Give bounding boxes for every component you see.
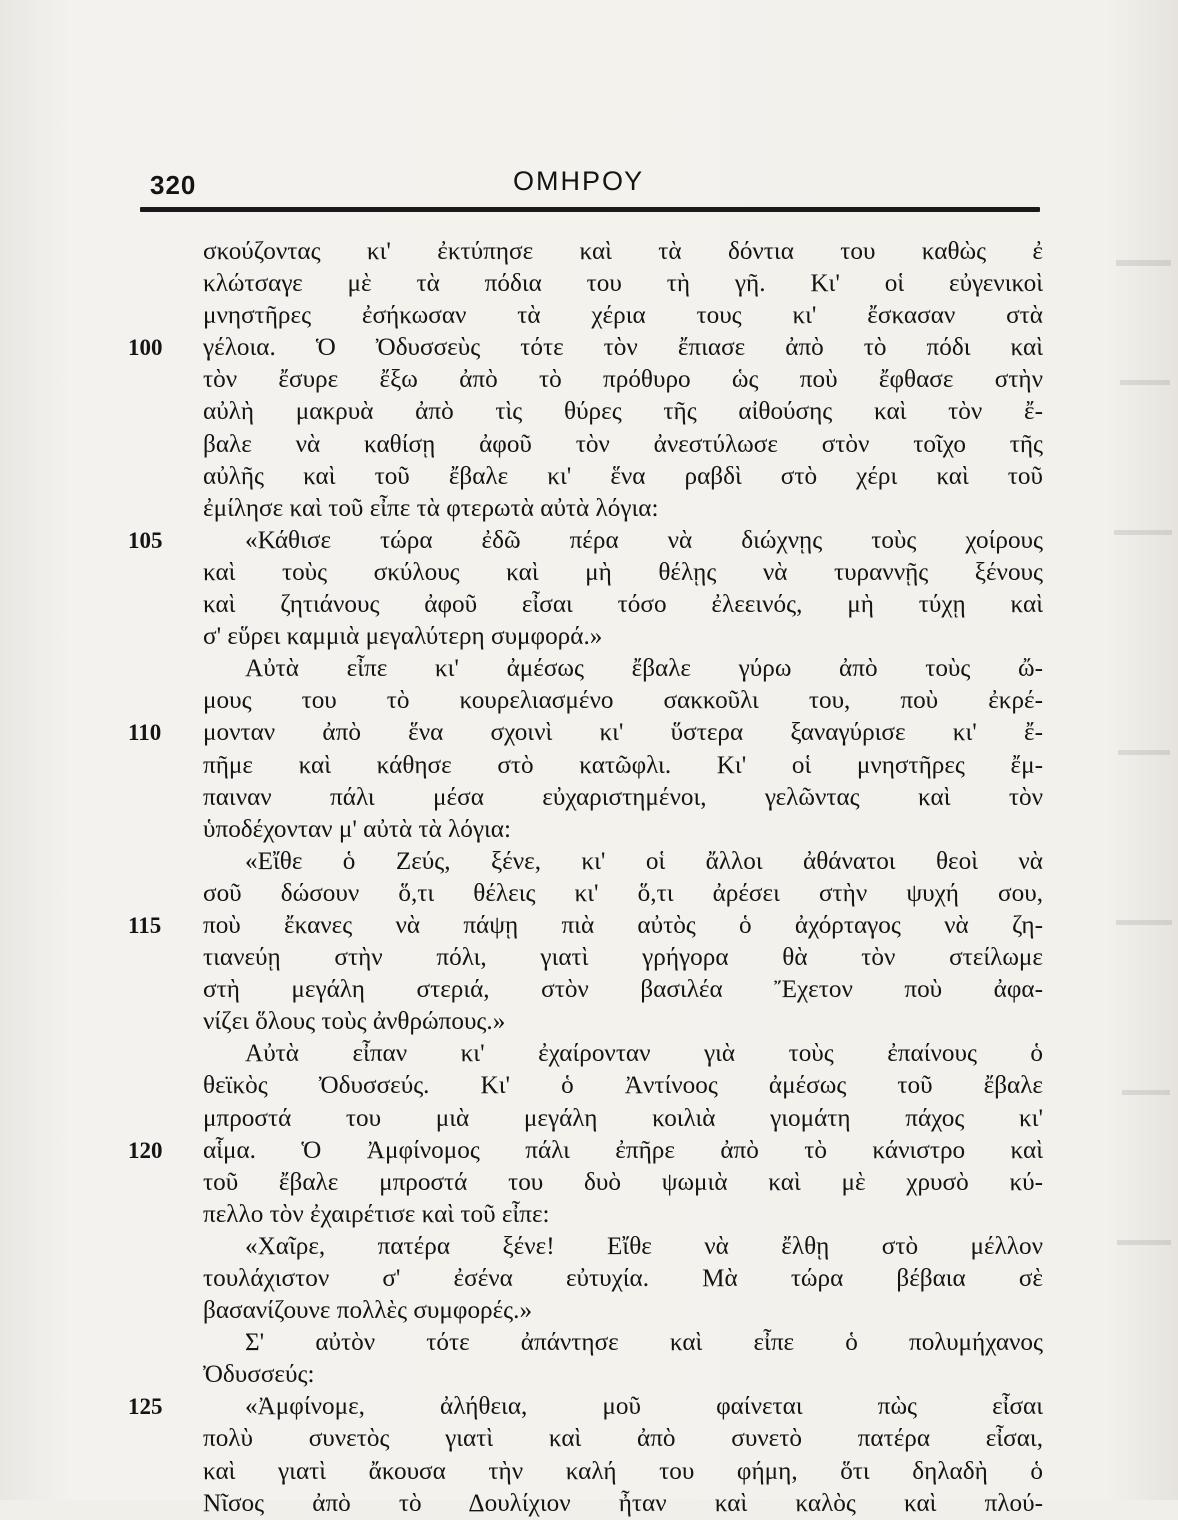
line-text: βασανίζουνε πολλὲς συμφορές.» bbox=[203, 1297, 533, 1325]
line-text: τουλάχιστον σ' ἐσένα εὐτυχία. Μὰ τώρα βέβαια σὲ bbox=[203, 1265, 1043, 1292]
line-text: μους του τὸ κουρελιασμένο σακκοῦλι του, ποὺ ἐκρέ- bbox=[203, 687, 1043, 715]
text-line bbox=[128, 621, 1048, 653]
text-line bbox=[128, 782, 1048, 814]
line-text: Σ' αὐτὸν τότε ἀπάντησε καὶ εἶπε ὁ πολυμήχανος bbox=[245, 1329, 1043, 1357]
text-line bbox=[128, 1167, 1048, 1199]
text-line bbox=[128, 1488, 1048, 1520]
line-text: Αὐτὰ εἶπε κι' ἀμέσως ἔβαλε γύρω ἀπὸ τοὺς ὤ- bbox=[245, 655, 1043, 683]
text-line bbox=[128, 1263, 1048, 1295]
line-text: σοῦ δώσουν ὅ,τι θέλεις κι' ὅ,τι ἀρέσει στὴν ψυχή σου, bbox=[203, 879, 1043, 907]
text-line bbox=[128, 1070, 1048, 1102]
header-rule bbox=[140, 207, 1040, 212]
line-text: «Ἀμφίνομε, ἀλήθεια, μοῦ φαίνεται πὼς εἶσαι bbox=[245, 1393, 1043, 1421]
text-line bbox=[128, 461, 1048, 493]
line-text: ὑποδέχονταν μ' αὐτὰ τὰ λόγια: bbox=[203, 815, 511, 843]
line-text: γέλοια. Ὁ Ὀδυσσεὺς τότε τὸν ἔπιασε ἀπὸ τὸ πόδι καὶ bbox=[203, 334, 1043, 362]
line-number: 120 bbox=[128, 1137, 163, 1163]
line-text: τοῦ ἔβαλε μπροστά του δυὸ ψωμιὰ καὶ μὲ χρυσὸ κύ- bbox=[203, 1168, 1043, 1196]
line-text: αὐλὴ μακρυὰ ἀπὸ τὶς θύρες τῆς αἰθούσης καὶ τὸν ἔ- bbox=[203, 398, 1043, 426]
text-line bbox=[128, 1103, 1048, 1135]
line-text: «Κάθισε τώρα ἐδῶ πέρα νὰ διώχνῃς τοὺς χοίρους bbox=[245, 526, 1043, 554]
text-line bbox=[128, 236, 1048, 268]
line-text: Νῖσος ἀπὸ τὸ Δουλίχιον ἦταν καὶ καλὸς καὶ πλού- bbox=[203, 1489, 1043, 1517]
text-line bbox=[128, 525, 1048, 557]
line-text: θεϊκὸς Ὀδυσσεύς. Κι' ὁ Ἀντίνοος ἀμέσως τοῦ ἔβαλε bbox=[203, 1072, 1043, 1100]
text-line bbox=[128, 750, 1048, 782]
text-line bbox=[128, 846, 1048, 878]
text-line bbox=[128, 557, 1048, 589]
line-text: σ' εὕρει καμμιὰ μεγαλύτερη συμφορά.» bbox=[203, 623, 603, 651]
text-line bbox=[128, 814, 1048, 846]
text-line bbox=[128, 1135, 1048, 1167]
text-line bbox=[128, 1359, 1048, 1391]
text-line bbox=[128, 1456, 1048, 1488]
running-title: ΟΜΗΡΟΥ bbox=[513, 166, 645, 196]
line-text: στὴ μεγάλη στεριά, στὸν βασιλέα Ἔχετον ποὺ ἀφα- bbox=[203, 976, 1043, 1004]
line-text: αἷμα. Ὁ Ἀμφίνομος πάλι ἐπῆρε ἀπὸ τὸ κάνιστρο καὶ bbox=[203, 1136, 1043, 1164]
line-number: 125 bbox=[128, 1394, 163, 1420]
line-text: «Εἴθε ὁ Ζεύς, ξένε, κι' οἱ ἄλλοι ἀθάνατοι θεοὶ νὰ bbox=[245, 847, 1043, 875]
line-text: καὶ τοὺς σκύλους καὶ μὴ θέλῃς νὰ τυραννῇς ξένους bbox=[203, 558, 1043, 586]
text-line bbox=[128, 942, 1048, 974]
text-line bbox=[128, 878, 1048, 910]
line-text: καὶ γιατὶ ἄκουσα τὴν καλή του φήμη, ὅτι δηλαδὴ ὁ bbox=[203, 1457, 1043, 1485]
text-line bbox=[128, 396, 1048, 428]
text-line bbox=[128, 1391, 1048, 1423]
text-line bbox=[128, 1006, 1048, 1038]
text-line bbox=[128, 974, 1048, 1006]
text-line bbox=[128, 685, 1048, 717]
line-text: ποὺ ἔκανες νὰ πάψῃ πιὰ αὐτὸς ὁ ἀχόρταγος νὰ ζη- bbox=[203, 911, 1043, 939]
text-line bbox=[128, 1295, 1048, 1327]
text-line bbox=[128, 268, 1048, 300]
text-line bbox=[128, 1423, 1048, 1455]
line-text: καὶ ζητιάνους ἀφοῦ εἶσαι τόσο ἐλεεινός, μὴ τύχῃ καὶ bbox=[203, 591, 1043, 619]
text-line bbox=[128, 910, 1048, 942]
text-line bbox=[128, 653, 1048, 685]
line-text: κλώτσαγε μὲ τὰ πόδια του τὴ γῆ. Κι' οἱ εὐγενικοὶ bbox=[203, 270, 1043, 298]
text-line bbox=[128, 589, 1048, 621]
text-line bbox=[128, 717, 1048, 749]
line-text: Αὐτὰ εἶπαν κι' ἐχαίρονταν γιὰ τοὺς ἐπαίνους ὁ bbox=[245, 1040, 1043, 1068]
bleed-through-marks bbox=[1108, 230, 1178, 1330]
line-text: μνηστῆρες ἐσήκωσαν τὰ χέρια τους κι' ἔσκασαν στὰ bbox=[203, 302, 1043, 330]
text-line bbox=[128, 1038, 1048, 1070]
line-text: «Χαῖρε, πατέρα ξένε! Εἴθε νὰ ἔλθῃ στὸ μέλλον bbox=[245, 1232, 1043, 1260]
text-line bbox=[128, 493, 1048, 525]
line-text: ἐμίλησε καὶ τοῦ εἶπε τὰ φτερωτὰ αὐτὰ λόγια: bbox=[203, 494, 659, 522]
line-text: αὐλῆς καὶ τοῦ ἔβαλε κι' ἕνα ραβδὶ στὸ χέρι καὶ τοῦ bbox=[203, 462, 1043, 490]
line-text: πῆμε καὶ κάθησε στὸ κατῶφλι. Κι' οἱ μνηστῆρες ἔμ- bbox=[203, 751, 1043, 779]
text-line bbox=[128, 1327, 1048, 1359]
line-text: νίζει ὅλους τοὺς ἀνθρώπους.» bbox=[203, 1008, 506, 1036]
line-text: τιανεύῃ στὴν πόλι, γιατὶ γρήγορα θὰ τὸν στείλωμε bbox=[203, 944, 1043, 972]
line-text: παιναν πάλι μέσα εὐχαριστημένοι, γελῶντας καὶ τὸν bbox=[203, 783, 1043, 811]
line-text: σκούζοντας κι' ἐκτύπησε καὶ τὰ δόντια του καθὼς ἐ bbox=[203, 238, 1043, 265]
line-text: μονταν ἀπὸ ἕνα σχοινὶ κι' ὕστερα ξαναγύρισε κι' ἔ- bbox=[203, 719, 1043, 747]
body-text bbox=[128, 236, 1048, 1520]
line-number: 110 bbox=[128, 720, 162, 746]
text-line bbox=[128, 1231, 1048, 1263]
line-text: πελλο τὸν ἐχαιρέτισε καὶ τοῦ εἶπε: bbox=[203, 1200, 550, 1228]
text-line bbox=[128, 1199, 1048, 1231]
text-line bbox=[128, 300, 1048, 332]
text-line bbox=[128, 429, 1048, 461]
line-text: Ὀδυσσεύς: bbox=[203, 1361, 315, 1389]
line-text: βαλε νὰ καθίσῃ ἀφοῦ τὸν ἀνεστύλωσε στὸν τοῖχο τῆς bbox=[203, 430, 1043, 458]
line-text: μπροστά του μιὰ μεγάλη κοιλιὰ γιομάτη πάχος κι' bbox=[203, 1104, 1043, 1132]
text-line bbox=[128, 332, 1048, 364]
text-line bbox=[128, 364, 1048, 396]
line-text: πολὺ συνετὸς γιατὶ καὶ ἀπὸ συνετὸ πατέρα εἶσαι, bbox=[203, 1425, 1043, 1453]
line-number: 100 bbox=[128, 335, 163, 361]
page-number: 320 bbox=[150, 170, 197, 200]
line-number: 105 bbox=[128, 527, 163, 553]
line-number: 115 bbox=[128, 912, 162, 938]
line-text: τὸν ἔσυρε ἔξω ἀπὸ τὸ πρόθυρο ὡς ποὺ ἔφθασε στὴν bbox=[203, 366, 1043, 394]
page-header bbox=[150, 158, 1042, 206]
